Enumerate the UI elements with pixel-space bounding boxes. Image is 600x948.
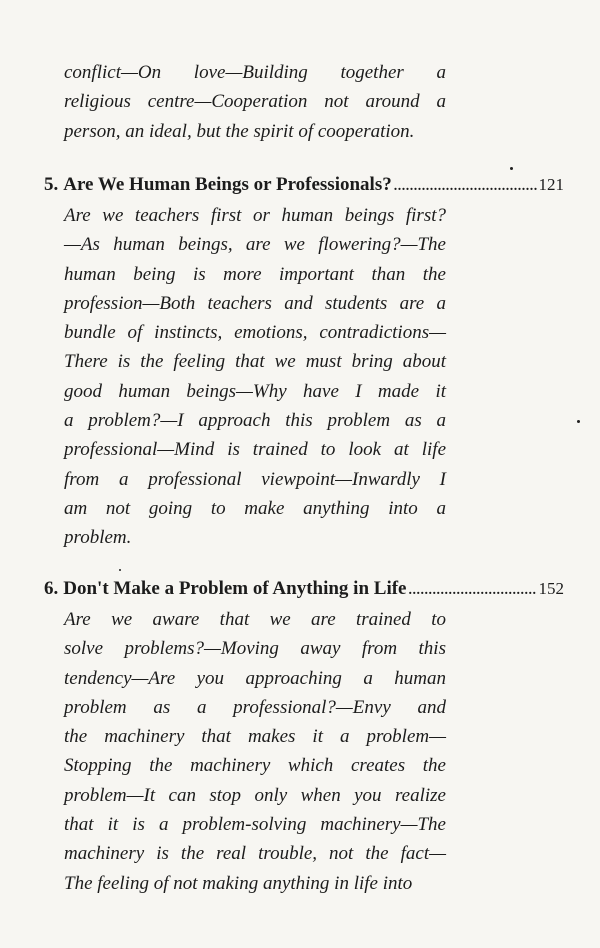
- summary-line: machinery is the real trouble, not the fact—: [64, 843, 446, 865]
- summary-line: There is the feeling that we must bring about: [64, 351, 446, 373]
- page-number: 121: [538, 175, 564, 194]
- summary-line: The feeling of not making anything in life into: [64, 872, 413, 894]
- summary-line: profession—Both teachers and students are a: [64, 292, 446, 314]
- summary-line: tendency—Are you approaching a human: [64, 667, 446, 689]
- summary-line: Are we aware that we are trained to: [64, 609, 446, 630]
- dot-leader: [409, 576, 537, 605]
- chapter-heading: [44, 574, 564, 605]
- summary-line: human being is more important than the: [64, 263, 446, 285]
- chapter-heading: [44, 170, 564, 201]
- summary-line: a problem?—I approach this problem as a: [64, 410, 446, 432]
- summary-line: problem—It can stop only when you realize: [64, 784, 446, 806]
- summary-line: bundle of instincts, emotions, contradictions—: [64, 322, 446, 344]
- summary-text: [64, 58, 446, 146]
- previous-entry-summary: [64, 58, 446, 146]
- summary-line: am not going to make anything into a: [64, 497, 446, 519]
- summary-line: Are we teachers first or human beings first?: [64, 205, 446, 226]
- toc-entry-5: [44, 170, 564, 553]
- print-speck: [577, 420, 580, 423]
- summary-line: problem.: [64, 527, 132, 549]
- print-speck: [510, 167, 513, 170]
- summary-line: good human beings—Why have I made it: [64, 380, 446, 402]
- summary-line: religious centre—Cooperation not around a: [64, 91, 446, 113]
- dot-leader: [394, 172, 537, 201]
- chapter-title: Are We Human Beings or Professionals?: [63, 174, 392, 195]
- chapter-summary: [44, 201, 446, 553]
- print-speck: [119, 569, 121, 571]
- summary-line: —As human beings, are we flowering?—The: [64, 234, 446, 256]
- page-number: 152: [538, 579, 564, 598]
- summary-line: Stopping the machinery which creates the: [64, 755, 446, 777]
- chapter-number: 6.: [44, 578, 59, 599]
- summary-line: conflict—On love—Building together a: [64, 62, 446, 83]
- chapter-summary: [44, 605, 446, 898]
- chapter-title: Don't Make a Problem of Anything in Life: [63, 578, 407, 599]
- summary-line: professional—Mind is trained to look at life: [64, 439, 446, 461]
- summary-line: that it is a problem-solving machinery—The: [64, 814, 446, 836]
- summary-line: the machinery that makes it a problem—: [64, 726, 446, 748]
- chapter-number: 5.: [44, 174, 59, 195]
- summary-line: problem as a professional?—Envy and: [64, 696, 446, 718]
- summary-line: person, an ideal, but the spirit of cooperation.: [64, 120, 415, 142]
- toc-entry-6: [44, 574, 564, 898]
- summary-line: solve problems?—Moving away from this: [64, 638, 446, 660]
- summary-line: from a professional viewpoint—Inwardly I: [64, 468, 446, 490]
